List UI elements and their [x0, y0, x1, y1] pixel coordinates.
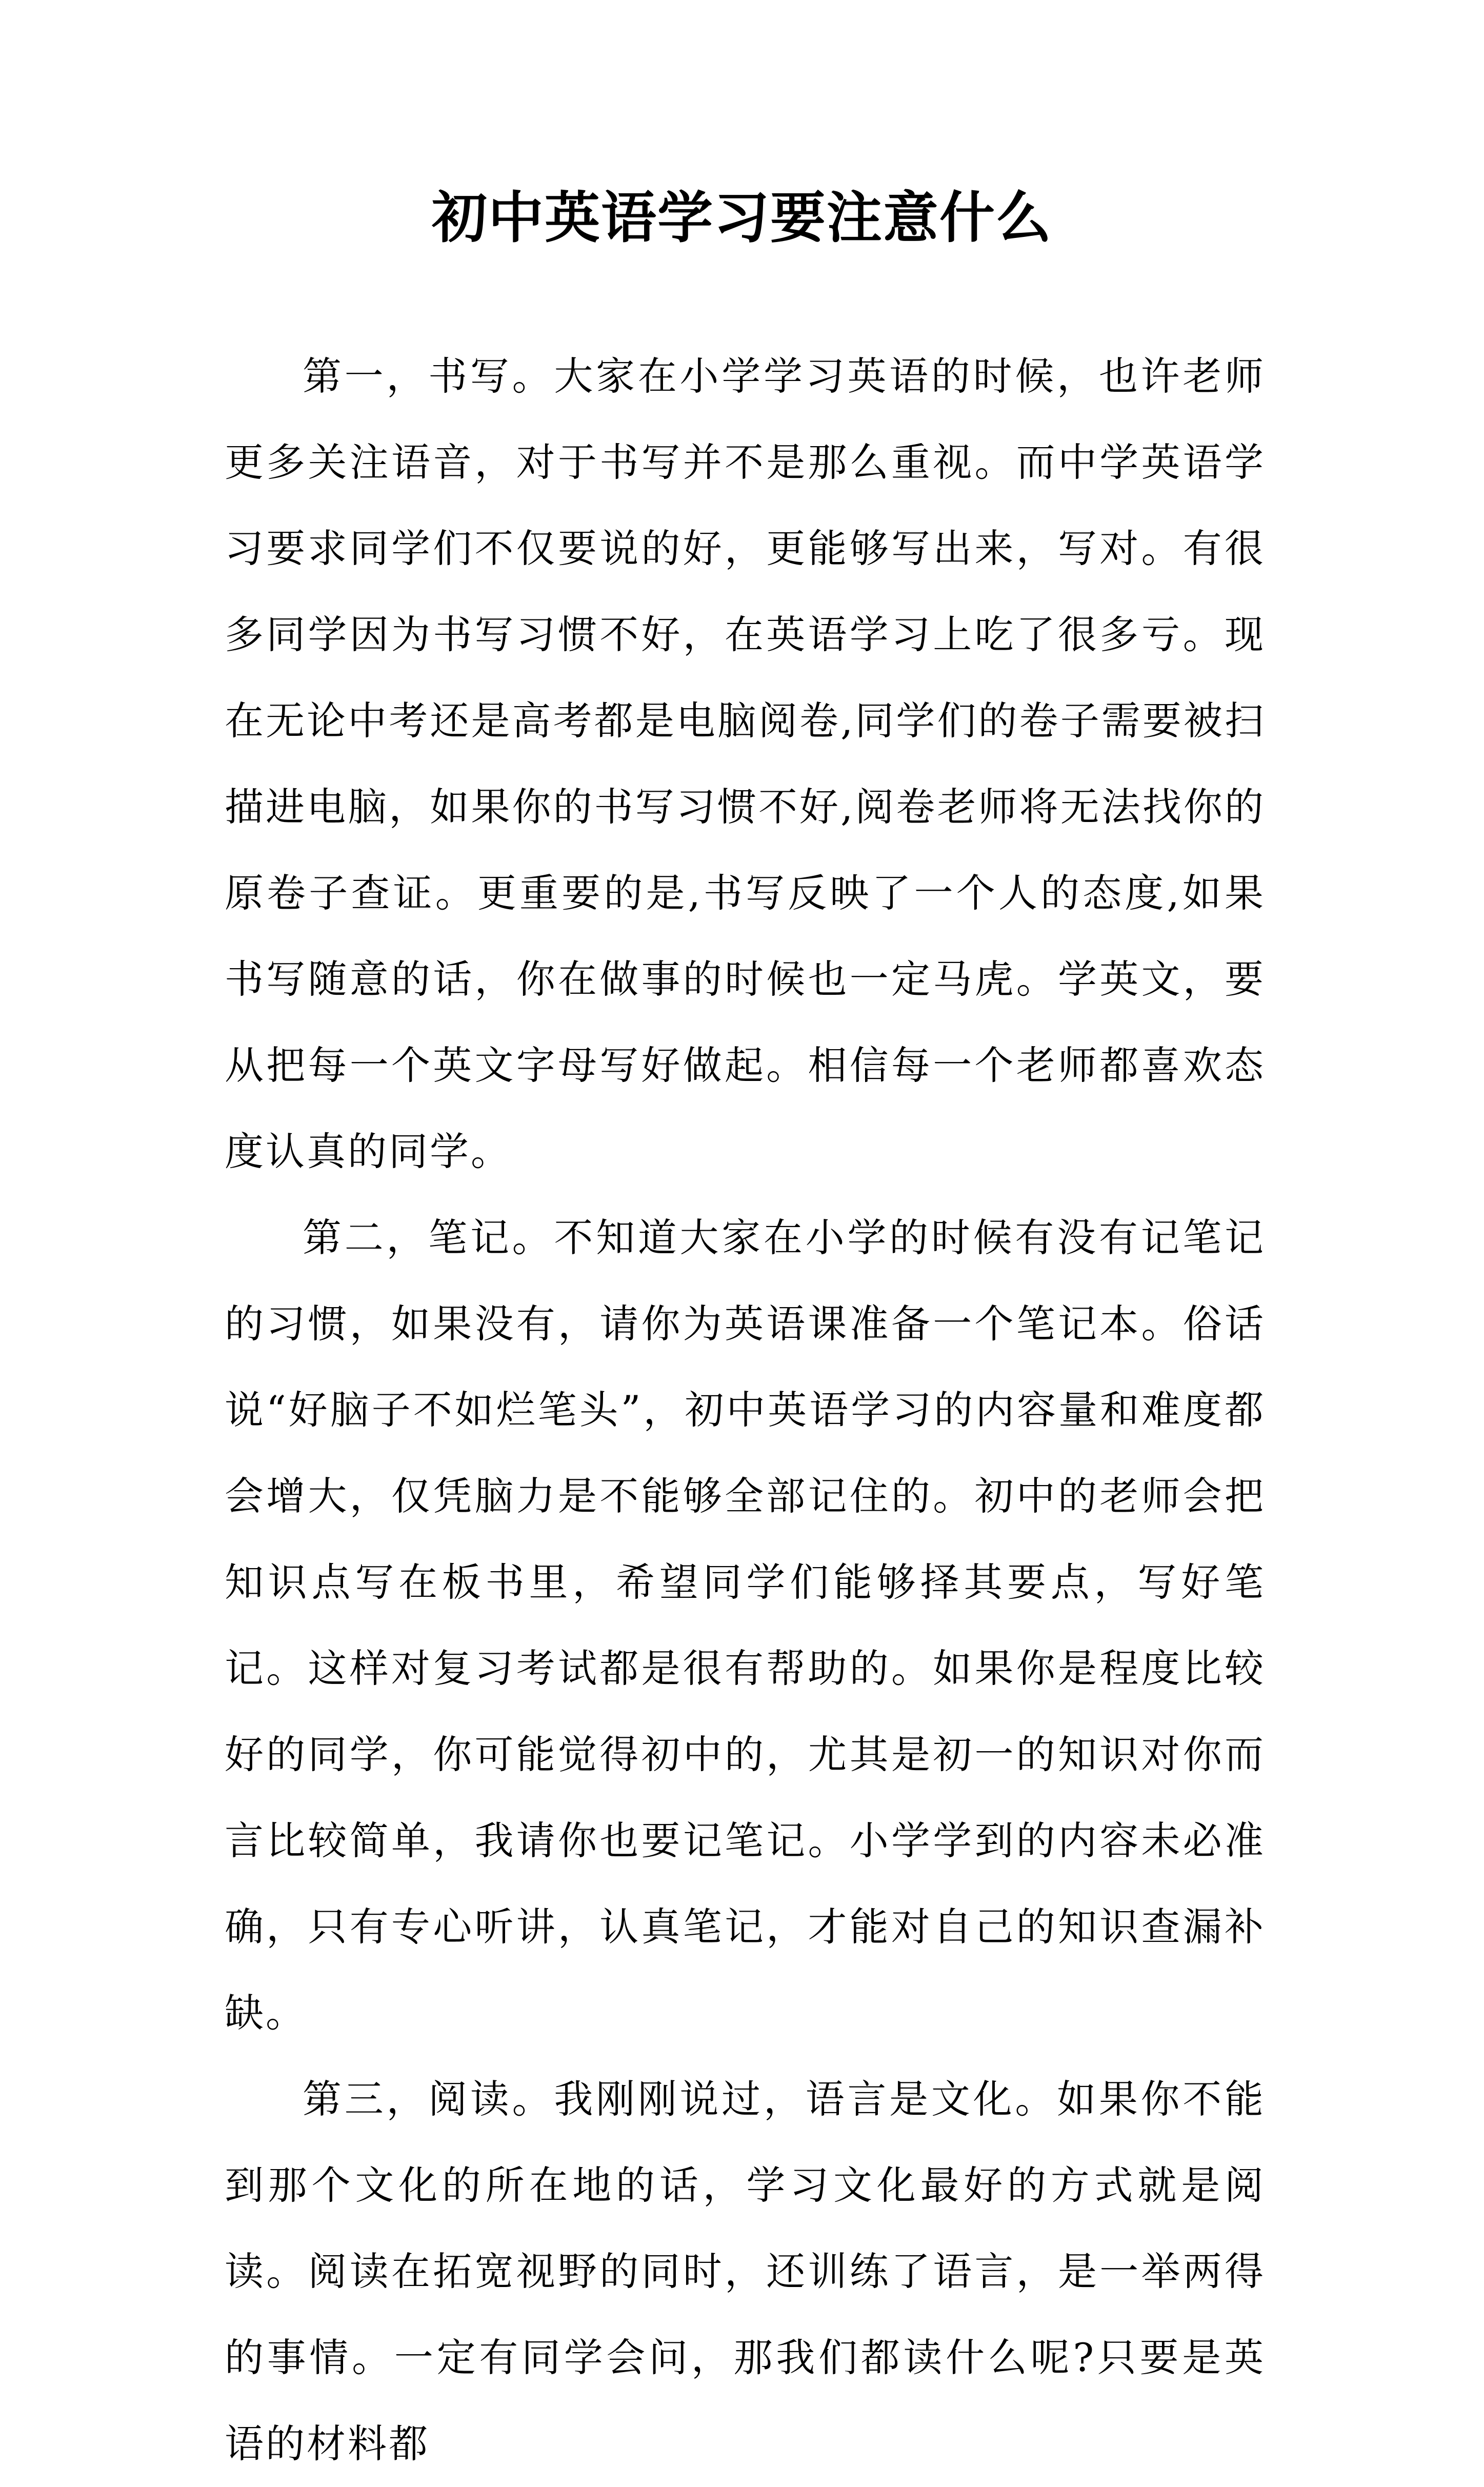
paragraph-reading: 第三，阅读。我刚刚说过，语言是文化。如果你不能到那个文化的所在地的话，学习文化最好的方式就是阅读。阅读在拓宽视野的同时，还训练了语言，是一举两得的事情。一定有同学会问，那我们都读什么呢?只要是英语的材料都 [225, 2076, 1266, 2466]
document-title: 初中英语学习要注意什么 [431, 186, 1052, 250]
paragraph-writing: 第一，书写。大家在小学学习英语的时候，也许老师更多关注语音，对于书写并不是那么重视。而中学英语学习要求同学们不仅要说的好，更能够写出来，写对。有很多同学因为书写习惯不好，在英语学习上吃了很多亏。现在无论中考还是高考都是电脑阅卷,同学们的卷子需要被扫描进电脑，如果你的书写习惯不好,阅卷老师将无法找你的原卷子查证。更重要的是,书写反映了一个人的态度,如果书写随意的话，你在做事的时候也一定马虎。学英文，要从把每一个英文字母写好做起。相信每一个老师都喜欢态度认真的同学。 [225, 353, 1266, 1174]
paragraph-notes: 第二，笔记。不知道大家在小学的时候有没有记笔记的习惯，如果没有，请你为英语课准备一个笔记本。俗话说“好脑子不如烂笔头”，初中英语学习的内容量和难度都会增大，仅凭脑力是不能够全部记住的。初中的老师会把知识点写在板书里，希望同学们能够择其要点，写好笔记。这样对复习考试都是很有帮助的。如果你是程度比较好的同学，你可能觉得初中的，尤其是初一的知识对你而言比较简单，我请你也要记笔记。小学学到的内容未必准确，只有专心听讲，认真笔记，才能对自己的知识查漏补缺。 [225, 1215, 1266, 2036]
document-body [225, 333, 1266, 2487]
